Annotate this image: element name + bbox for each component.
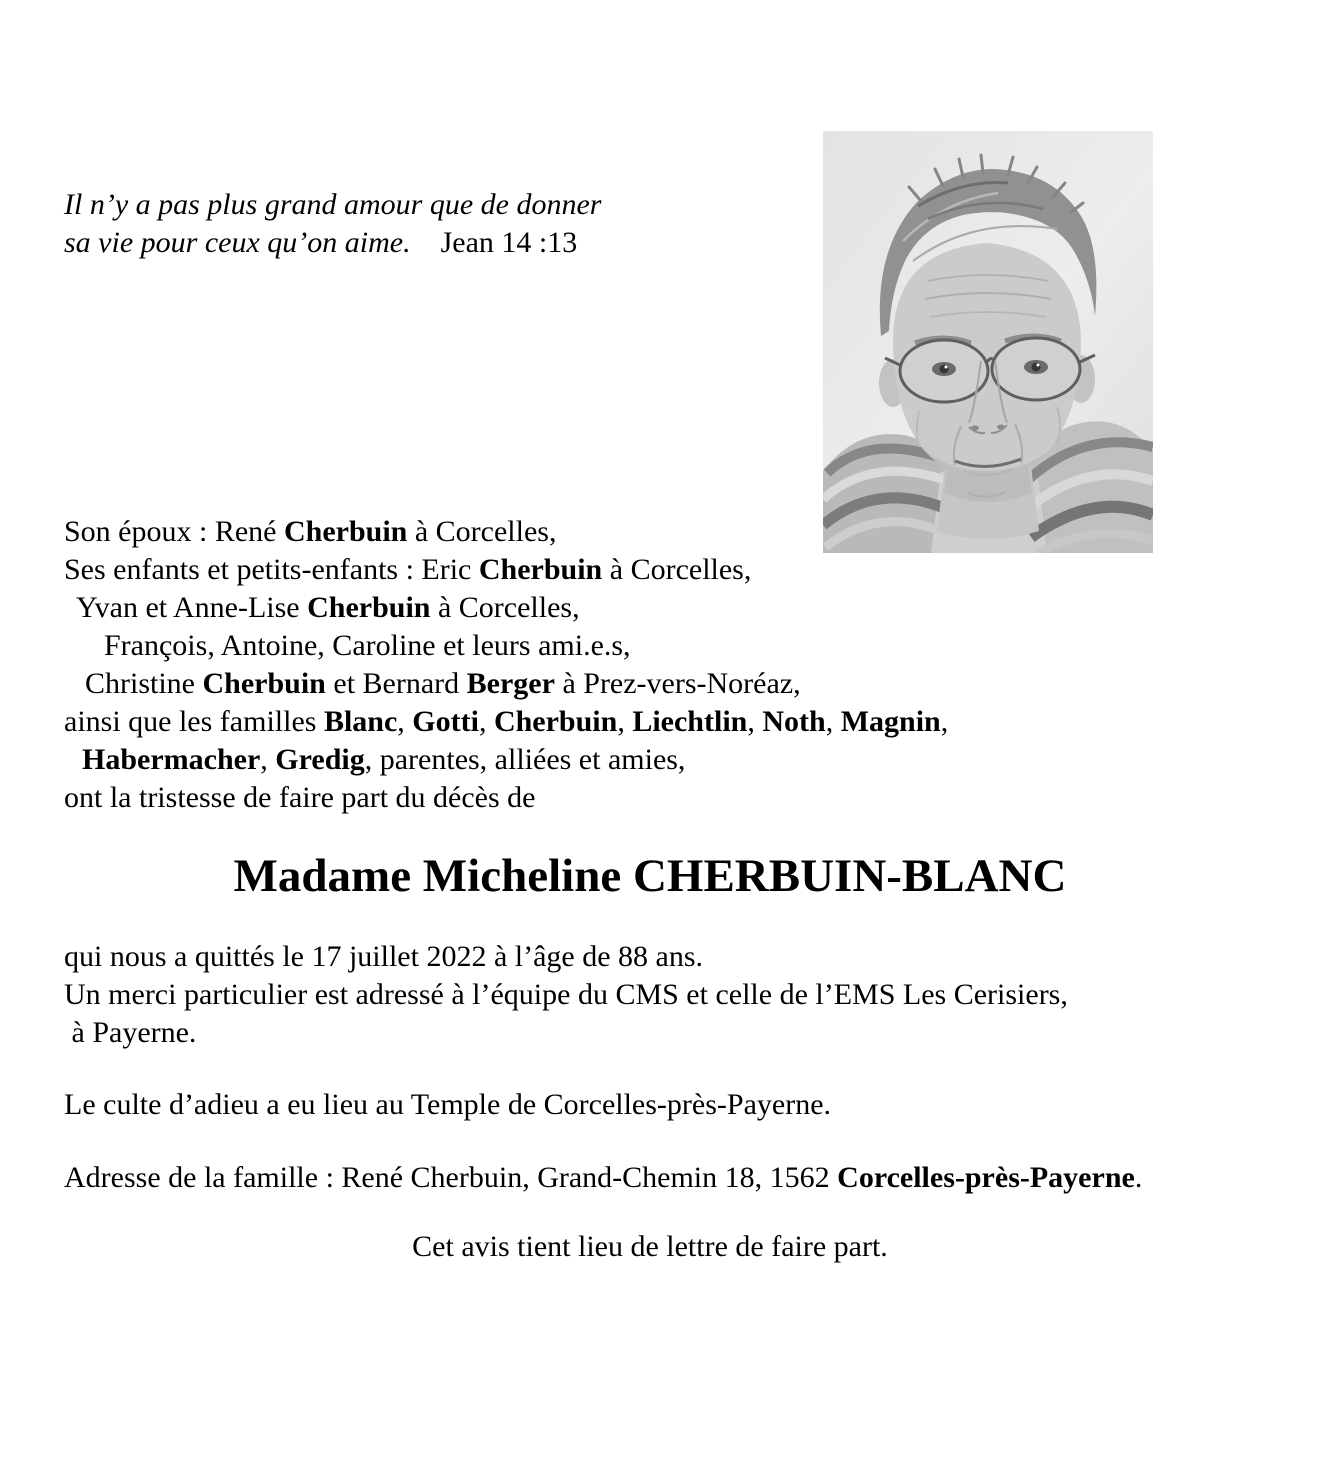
quote-line-2-text: sa vie pour ceux qu’on aime.: [64, 226, 411, 259]
closing-line: Cet avis tient lieu de lettre de faire part.: [412, 1230, 888, 1263]
family-line-children: Ses enfants et petits-enfants : Eric Cherbuin à Corcelles,: [64, 553, 752, 586]
ceremony-line: Le culte d’adieu a eu lieu au Temple de Corcelles-près-Payerne.: [64, 1088, 832, 1121]
deceased-name-title: Madame Micheline CHERBUIN-BLANC: [233, 850, 1067, 902]
quote-line-1: Il n’y a pas plus grand amour que de donner: [64, 188, 602, 221]
thanks-line-2: à Payerne.: [64, 1016, 197, 1049]
family-line-spouse: Son époux : René Cherbuin à Corcelles,: [64, 515, 557, 548]
quote-reference: Jean 14 :13: [440, 226, 578, 259]
death-date-line: qui nous a quittés le 17 juillet 2022 à l’âge de 88 ans.: [64, 940, 704, 973]
address-paragraph: [64, 1159, 1142, 1197]
family-line-announcement: ont la tristesse de faire part du décès de: [64, 781, 536, 814]
quote-line-2: [64, 224, 601, 262]
closing-paragraph: [0, 1228, 1300, 1266]
portrait-photo-image: [823, 131, 1153, 553]
family-line-families: ainsi que les familles Blanc, Gotti, Cherbuin, Liechtlin, Noth, Magnin,: [64, 705, 949, 738]
family-line-families-2: Habermacher, Gredig, parentes, alliées et amies,: [82, 743, 686, 776]
family-line-yvan: Yvan et Anne-Lise Cherbuin à Corcelles,: [76, 591, 580, 624]
portrait-photo: [823, 131, 1153, 553]
family-line-christine: Christine Cherbuin et Bernard Berger à Prez-vers-Noréaz,: [85, 667, 801, 700]
thanks-line-1: Un merci particulier est adressé à l’équipe du CMS et celle de l’EMS Les Cerisiers,: [64, 978, 1068, 1011]
family-line-grandchildren: François, Antoine, Caroline et leurs ami.e.s,: [104, 629, 631, 662]
family-address-line: Adresse de la famille : René Cherbuin, Grand-Chemin 18, 1562 Corcelles-près-Payerne.: [64, 1161, 1143, 1194]
ceremony-paragraph: [64, 1086, 831, 1124]
death-details-paragraph: [64, 938, 1068, 1052]
bible-quote: [64, 186, 601, 262]
family-list: [64, 513, 948, 817]
